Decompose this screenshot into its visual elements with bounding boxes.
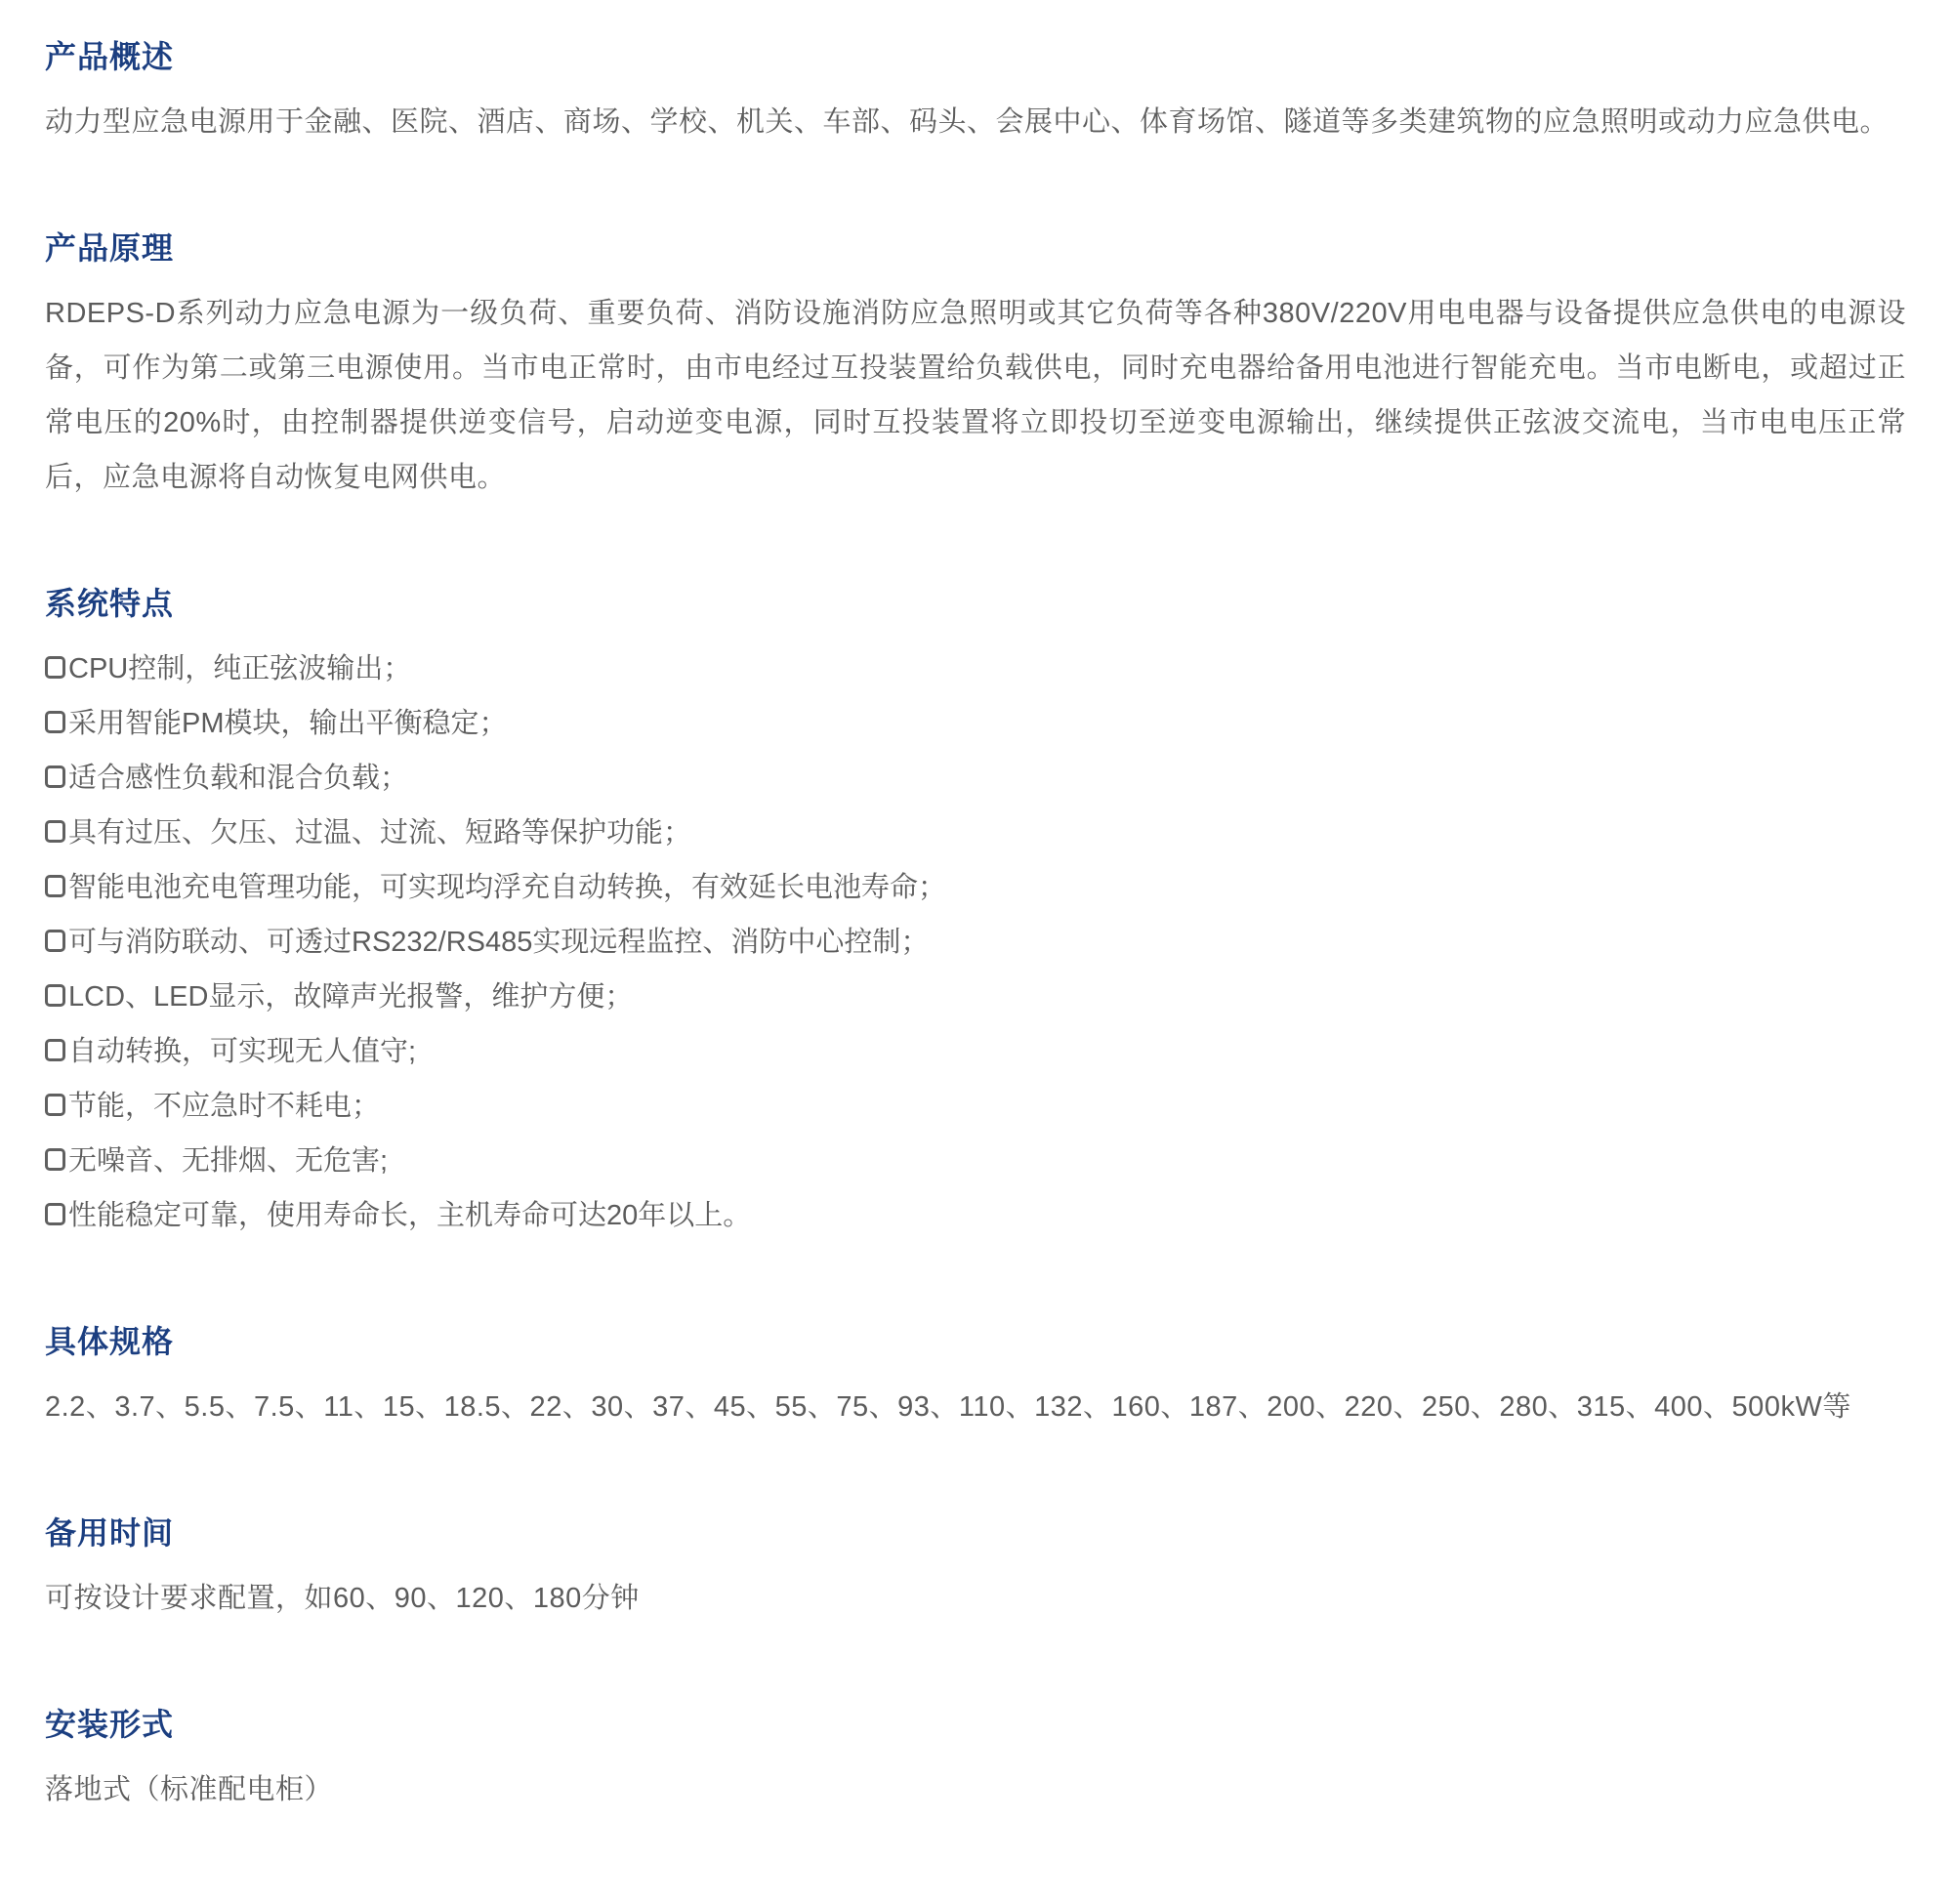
section-product-overview <box>45 35 1906 149</box>
feature-item <box>45 751 1906 806</box>
section-heading-product-principle: 产品原理 <box>45 230 175 266</box>
feature-item-label: 性能稳定可靠，使用寿命长，主机寿命可达20年以上。 <box>68 1200 752 1231</box>
section-system-features <box>45 582 1906 1243</box>
product-principle-paragraph: RDEPS-D系列动力应急电源为一级负荷、重要负荷、消防设施消防应急照明或其它负荷等各种380V/220V用电电器与设备提供应急供电的电源设备，可作为第二或第三电源使用。当市电正常时，由市电经过互投装置给负载供电，同时充电器给备用电池进行智能充电。当市电断电，或超过正常电压的20%时，由控制器提供逆变信号，启动逆变电源，同时互投装置将立即投切至逆变电源输出，继续提供正弦波交流电，当市电电压正常后，应急电源将自动恢复电网供电。 <box>45 298 1906 493</box>
checkbox-icon <box>45 766 65 788</box>
feature-item <box>45 806 1906 860</box>
checkbox-icon <box>45 656 65 679</box>
checkbox-icon <box>45 1039 65 1061</box>
checkbox-icon <box>45 930 65 952</box>
checkbox-icon <box>45 984 65 1007</box>
feature-item <box>45 970 1906 1024</box>
feature-item <box>45 1024 1906 1079</box>
product-overview-paragraph: 动力型应急电源用于金融、医院、酒店、商场、学校、机关、车部、码头、会展中心、体育场馆、隧道等多类建筑物的应急照明或动力应急供电。 <box>45 106 1890 138</box>
section-heading-product-overview: 产品概述 <box>45 39 175 74</box>
feature-item <box>45 696 1906 751</box>
feature-item <box>45 642 1906 696</box>
section-heading-system-features: 系统特点 <box>45 586 175 621</box>
feature-item-label: 无噪音、无排烟、无危害; <box>68 1145 389 1177</box>
feature-item <box>45 915 1906 970</box>
feature-item <box>45 860 1906 915</box>
checkbox-icon <box>45 1094 65 1116</box>
feature-item-label: 节能，不应急时不耗电； <box>68 1091 381 1122</box>
feature-item-label: 采用智能PM模块，输出平衡稳定； <box>68 708 508 739</box>
section-product-principle <box>45 227 1906 505</box>
feature-item-label: 智能电池充电管理功能，可实现均浮充自动转换，有效延长电池寿命； <box>68 872 947 903</box>
checkbox-icon <box>45 875 65 897</box>
feature-item-label: 可与消防联动、可透过RS232/RS485实现远程监控、消防中心控制； <box>68 927 930 958</box>
checkbox-icon <box>45 1148 65 1171</box>
installation-form-paragraph: 落地式（标准配电柜） <box>45 1774 334 1805</box>
feature-item <box>45 1188 1906 1243</box>
section-specifications <box>45 1320 1906 1434</box>
checkbox-icon <box>45 820 65 843</box>
feature-item-label: 自动转换，可实现无人值守; <box>68 1036 417 1067</box>
checkbox-icon <box>45 711 65 733</box>
section-heading-installation-form: 安装形式 <box>45 1707 175 1742</box>
section-heading-backup-time: 备用时间 <box>45 1515 175 1551</box>
feature-item-label: 适合感性负载和混合负载； <box>68 763 409 794</box>
backup-time-paragraph: 可按设计要求配置，如60、90、120、180分钟 <box>45 1583 640 1614</box>
feature-item <box>45 1134 1906 1188</box>
feature-item-label: LCD、LED显示，故障声光报警，维护方便； <box>68 981 634 1013</box>
section-installation-form <box>45 1703 1906 1817</box>
section-heading-specifications: 具体规格 <box>45 1324 175 1359</box>
section-backup-time <box>45 1511 1906 1626</box>
feature-list <box>45 642 1906 1243</box>
feature-item-label: 具有过压、欠压、过温、过流、短路等保护功能； <box>68 817 692 849</box>
checkbox-icon <box>45 1203 65 1225</box>
feature-item-label: CPU控制，纯正弦波输出； <box>68 653 412 684</box>
specifications-paragraph: 2.2、3.7、5.5、7.5、11、15、18.5、22、30、37、45、55、75、93、110、132、160、187、200、220、250、280、315、400、500kW等 <box>45 1391 1851 1423</box>
feature-item <box>45 1079 1906 1134</box>
